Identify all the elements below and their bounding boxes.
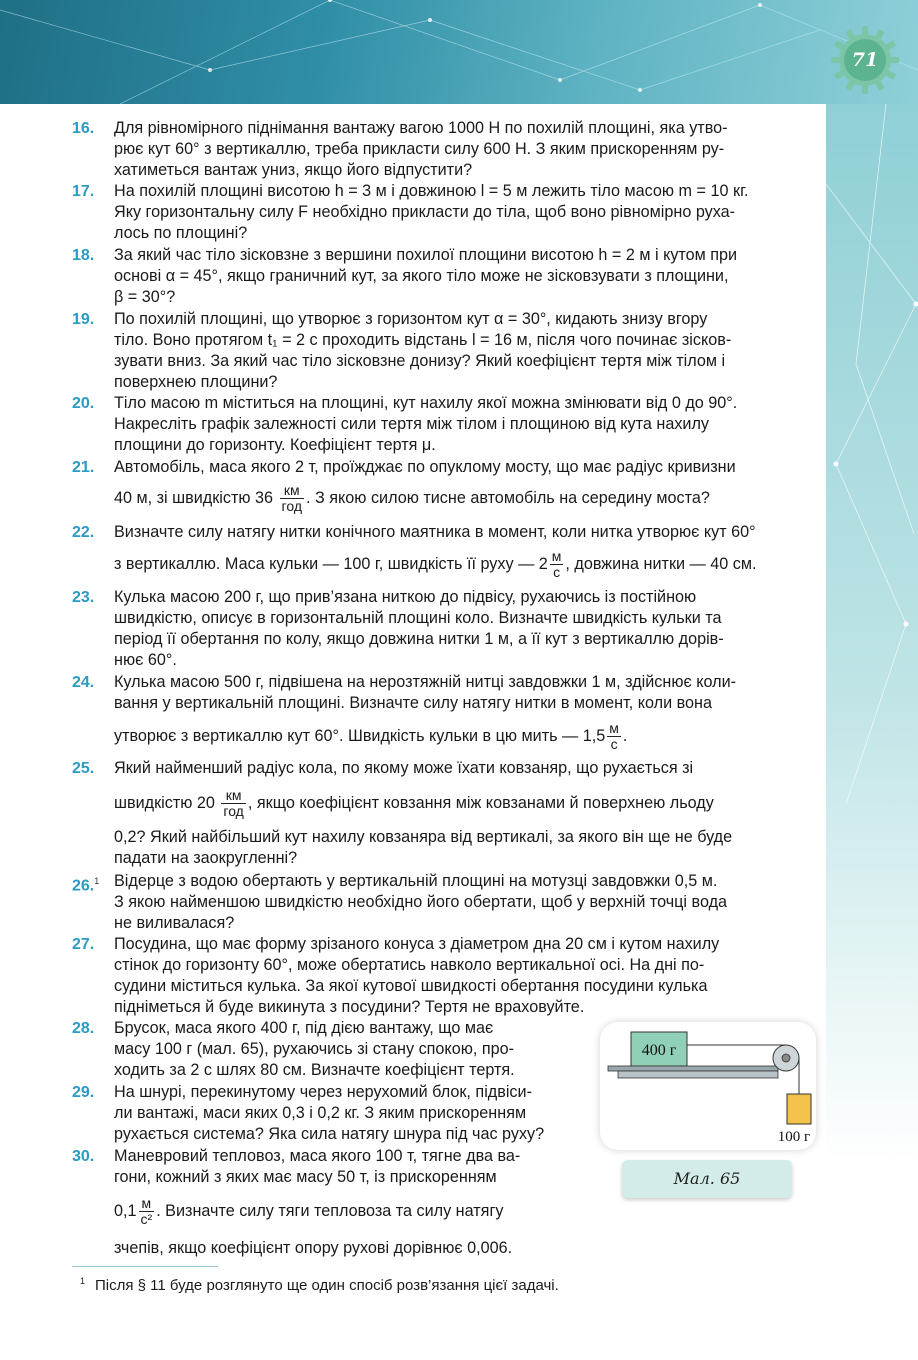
problem-number-text: 26. <box>72 877 95 895</box>
problem-line: Посудина, що має форму зрізаного конуса з діаметром дна 20 см і кутом нахилу <box>114 935 720 953</box>
problem-line: судини міститься кулька. За якої кутової швидкості обертання посудини кулька <box>114 977 708 995</box>
problem-line: масу 100 г (мал. 65), рухаючись зі стану спокою, про- <box>114 1040 514 1058</box>
fraction-numerator: м <box>139 1196 155 1212</box>
unit-fraction-kmh <box>280 483 304 514</box>
problem-line: Кулька масою 200 г, що прив’язана ниткою до підвісу, рухаючись із постійною <box>114 588 697 606</box>
problem-line: рухається система? Яка сила натягу шнура під час руху? <box>114 1125 545 1143</box>
problem-line-with-fraction <box>114 714 818 758</box>
problem-line: Автомобіль, маса якого 2 т, проїжджає по опуклому мосту, що має радіус кривизни <box>114 458 736 476</box>
problem-number: 21. <box>72 459 95 476</box>
problem-line: За який час тіло зісковзне з вершини похилої площини висотою h = 2 м і кутом при <box>114 246 738 264</box>
problem-line: вання у вертикальній площині. Визначте силу натягу нитки в момент, коли вона <box>114 694 712 712</box>
problem-line: ли вантажі, маси яких 0,3 і 0,2 кг. З яким прискоренням <box>114 1104 527 1122</box>
problem-line: Яку горизонтальну силу F необхідно прикласти до тіла, щоб воно рівномірно руха- <box>114 203 736 221</box>
table-surface <box>608 1066 778 1071</box>
figure-65 <box>600 1022 816 1150</box>
problem-line: нює 60°. <box>114 651 177 669</box>
problem-line: період її обертання по колу, якщо довжина нитки 1 м, а її кут з вертикаллю дорів- <box>114 630 724 648</box>
problem-line: зчепів, якщо коефіцієнт опору рухові дорівнює 0,006. <box>114 1239 513 1257</box>
problem-26 <box>72 871 818 934</box>
table-base <box>618 1071 778 1078</box>
problem-line: лось по площині? <box>114 224 248 242</box>
problem-line: гони, кожний з яких має масу 50 т, із прискоренням <box>114 1168 497 1186</box>
problem-number: 20. <box>72 395 95 412</box>
problem-number: 22. <box>72 524 95 541</box>
fraction-denominator: с² <box>140 1211 153 1228</box>
problem-line: падати на заокругленні? <box>114 849 298 867</box>
fraction-denominator: год <box>281 498 302 515</box>
fraction-numerator: м <box>551 548 562 565</box>
problem-text: . <box>622 727 628 745</box>
problem-text: з вертикаллю. Маса кульки — 100 г, швидкість її руху — 2 <box>114 555 548 573</box>
problem-number: 19. <box>72 311 95 328</box>
fraction-numerator: м <box>609 720 619 737</box>
problem-line: Відерце з водою обертають у вертикальній площині на мотузці завдовжки 0,5 м. <box>114 872 718 890</box>
footnote <box>80 1272 559 1295</box>
mass-label-100g: 100 г <box>777 1129 811 1145</box>
problem-line: Маневровий тепловоз, маса якого 100 т, тягне два ва- <box>114 1147 521 1165</box>
problem-number: 18. <box>72 247 95 264</box>
problem-number: 24. <box>72 674 95 691</box>
problem-number: 29. <box>72 1084 95 1101</box>
problem-line: 0,2? Який найбільший кут нахилу ковзаняра від вертикалі, за якого він ще не буде <box>114 828 733 846</box>
problem-number: 27. <box>72 936 95 953</box>
problem-line: Кулька масою 500 г, підвішена на нерозтяжній нитці завдовжки 1 м, здійснює коли- <box>114 673 737 691</box>
fraction-denominator: год <box>223 803 244 820</box>
problem-line: поверхнею площини? <box>114 373 278 391</box>
problem-line: Визначте силу натягу нитки конічного маятника в момент, коли нитка утворює кут 60° <box>114 523 756 541</box>
unit-fraction-ms2 <box>139 1196 155 1227</box>
problem-number: 28. <box>72 1020 95 1037</box>
problem-number: 17. <box>72 183 95 200</box>
problem-21 <box>72 457 818 518</box>
problem-text: 40 м, зі швидкістю 36 <box>114 489 274 507</box>
problem-line: площини до горизонту. Коефіцієнт тертя μ. <box>114 436 436 454</box>
problem-line: По похилій площині, що утворює з горизонтом кут α = 30°, кидають знизу вгору <box>114 310 708 328</box>
problem-line: хатиметься вантаж униз, якщо його відпустити? <box>114 161 473 179</box>
problem-19 <box>72 309 818 393</box>
problem-line: З якою найменшою швидкістю необхідно його обертати, щоб у верхній точці вода <box>114 893 728 911</box>
problem-line: зувати вниз. За який час тіло зісковзне донизу? Який коефіцієнт тертя між тілом і <box>114 352 726 370</box>
problem-number: 25. <box>72 760 95 777</box>
problem-line: рює кут 60° з вертикаллю, треба прикласти силу 600 Н. З яким прискоренням ру- <box>114 140 725 158</box>
footnote-divider <box>72 1266 218 1267</box>
fraction-numerator: км <box>280 483 304 499</box>
problem-line: На шнурі, перекинутому через нерухомий блок, підвіси- <box>114 1083 532 1101</box>
problem-text: 0,1 <box>114 1202 137 1220</box>
problem-text: . Визначте силу тяги тепловоза та силу натягу <box>156 1202 504 1220</box>
problem-line: β = 30°? <box>114 288 176 306</box>
problem-number: 23. <box>72 589 95 606</box>
header-banner <box>0 0 918 104</box>
problem-17 <box>72 181 818 244</box>
problem-30 <box>72 1146 578 1259</box>
fraction-denominator: с <box>553 564 561 581</box>
problem-text: , довжина нитки — 40 см. <box>565 555 757 573</box>
problem-line: ходить за 2 с шлях 80 см. Визначте коефіцієнт тертя. <box>114 1061 515 1079</box>
problem-line: швидкістю, описує в горизонтальній площині коло. Визначте швидкість кульки та <box>114 609 722 627</box>
problem-line: Який найменший радіус кола, по якому може їхати ковзаняр, що рухається зі <box>114 759 694 777</box>
block-100g <box>787 1094 811 1124</box>
unit-fraction-ms <box>607 721 621 752</box>
problem-line: Накресліть графік залежності сили тертя між тілом і площиною від кута нахилу <box>114 415 710 433</box>
problem-20 <box>72 393 818 456</box>
problem-number: 16. <box>72 120 95 137</box>
problem-line: Тіло масою m міститься на площині, кут нахилу якої можна змінювати від 0 до 90°. <box>114 394 738 412</box>
side-decoration <box>826 104 918 1164</box>
problem-text: утворює з вертикаллю кут 60°. Швидкість кульки в цю мить — 1,5 <box>114 727 606 745</box>
footnote-text: Після § 11 буде розглянуто ще один спосіб розв’язання цієї задачі. <box>95 1277 559 1294</box>
network-decoration <box>0 0 918 104</box>
problem-22 <box>72 522 818 585</box>
problem-27 <box>72 934 818 1018</box>
problem-text: . З якою силою тисне автомобіль на середину моста? <box>306 489 710 507</box>
problem-line-with-fraction <box>114 1188 578 1234</box>
problem-line: стінок до горизонту 60°, може обертатись навколо вертикальної осі. На дні по- <box>114 956 705 974</box>
fraction-numerator: км <box>221 788 245 804</box>
unit-fraction-kmh <box>221 788 245 819</box>
page-number: 71 <box>851 49 879 71</box>
problem-line: не виливалася? <box>114 914 235 932</box>
problem-29 <box>72 1082 578 1145</box>
problem-25 <box>72 758 818 869</box>
problem-line: основі α = 45°, якщо граничний кут, за якого тіло може не зісковзувати з площини, <box>114 267 729 285</box>
problem-line: тіло. Воно протягом t₁ = 2 с проходить відстань l = 16 м, після чого починає зісков- <box>114 331 732 349</box>
problem-line: На похилій площині висотою h = 3 м і довжиною l = 5 м лежить тіло масою m = 10 кг. <box>114 182 749 200</box>
pulley-diagram <box>600 1022 816 1150</box>
problem-line: Для рівномірного піднімання вантажу вагою 1000 Н по похилій площині, яка утво- <box>114 119 728 137</box>
problem-number: 30. <box>72 1148 95 1165</box>
problem-text: , якщо коефіцієнт ковзання між ковзанами й поверхнею льоду <box>247 794 714 812</box>
footnote-ref: 1 <box>94 876 100 886</box>
problem-line-with-fraction <box>114 478 818 518</box>
footnote-mark: 1 <box>80 1276 86 1286</box>
problem-line: підніметься й буде викинута з посудини? Тертя не враховуйте. <box>114 998 585 1016</box>
problem-number <box>72 871 112 896</box>
unit-fraction-ms <box>550 549 564 580</box>
problem-23 <box>72 587 818 671</box>
figure-caption: Мал. 65 <box>622 1160 792 1198</box>
problem-line-with-fraction <box>114 779 818 827</box>
side-network-decoration <box>826 104 918 1164</box>
problem-16 <box>72 118 818 181</box>
problem-24 <box>72 672 818 758</box>
fraction-denominator: с <box>610 736 618 753</box>
problem-line: Брусок, маса якого 400 г, під дією вантажу, що має <box>114 1019 494 1037</box>
problem-18 <box>72 245 818 308</box>
problem-text: швидкістю 20 <box>114 794 215 812</box>
mass-label-400g: 400 г <box>641 1042 677 1059</box>
problem-28 <box>72 1018 578 1081</box>
problem-line-with-fraction <box>114 543 818 585</box>
pulley-axle <box>782 1054 790 1062</box>
